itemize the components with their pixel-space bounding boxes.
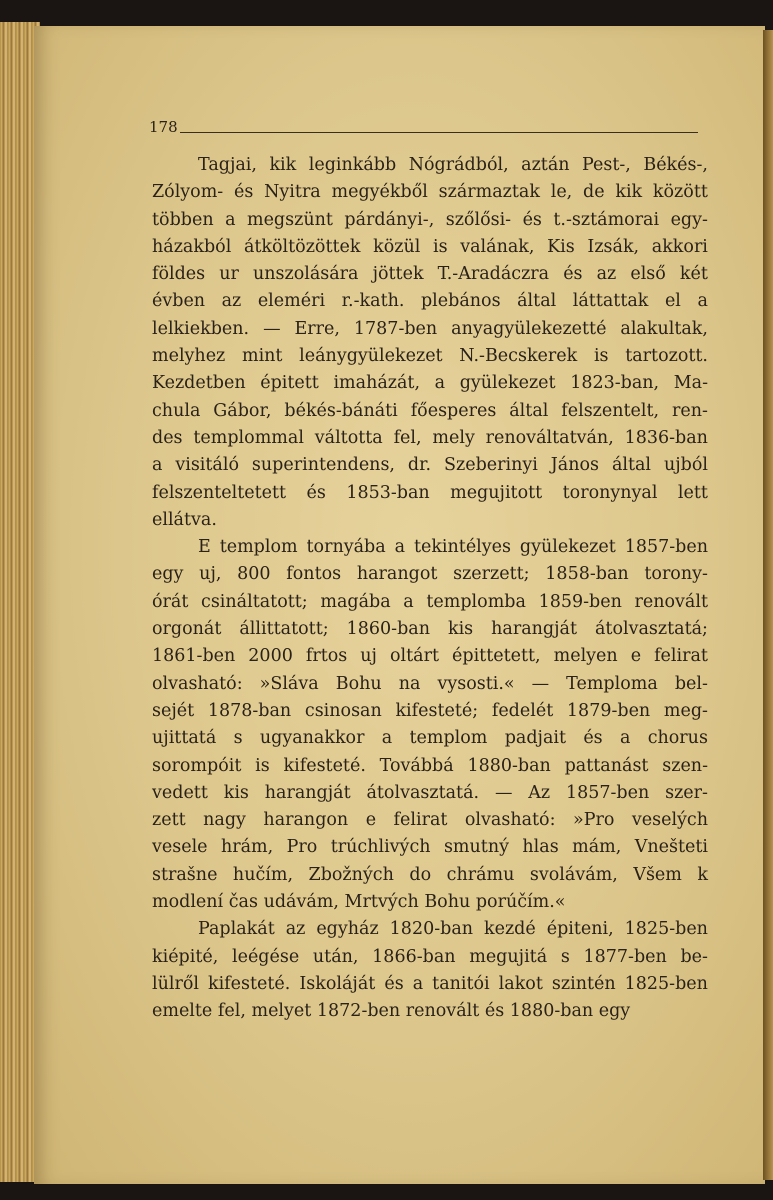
- text-line: [152, 916, 708, 943]
- word: akkori: [651, 236, 708, 257]
- word: Vnešteti: [634, 837, 708, 858]
- word: 1853-ban: [346, 482, 430, 503]
- word: mely: [432, 427, 475, 448]
- word: Gábor,: [213, 400, 272, 421]
- word: közül: [373, 236, 421, 257]
- word: Bohu: [424, 892, 471, 913]
- word: 1857-ben: [565, 782, 650, 803]
- word: felszentelt,: [561, 400, 660, 421]
- text-line: [152, 480, 708, 507]
- word: kifesteté.: [283, 755, 366, 776]
- word: megujitá: [469, 946, 548, 967]
- word: hlas: [522, 837, 559, 858]
- word: fontos: [286, 564, 342, 585]
- word: olvasható:: [464, 810, 556, 831]
- word: János: [550, 455, 600, 476]
- word: padjait: [504, 728, 567, 749]
- word: modlení: [152, 892, 224, 913]
- word: és: [484, 1001, 505, 1022]
- word: Békés-,: [643, 155, 708, 175]
- word: anyagyülekezetté: [451, 318, 607, 339]
- word: t.-sztámorai: [553, 209, 660, 230]
- text-line: [152, 834, 708, 861]
- word: hučím,: [232, 864, 294, 885]
- word: mám,: [572, 837, 622, 858]
- word: csináltatott;: [201, 591, 308, 612]
- word: e: [365, 810, 377, 831]
- word: kik: [269, 155, 297, 175]
- word: plebános: [420, 291, 501, 312]
- text-line: [152, 698, 708, 725]
- word: 800: [237, 564, 271, 585]
- word: fel,: [217, 1001, 246, 1022]
- text-line: [152, 944, 708, 971]
- word: »Sláva: [259, 673, 319, 694]
- word: csinosan: [304, 700, 382, 721]
- word: is: [433, 236, 448, 257]
- word: Pest-,: [582, 155, 631, 175]
- word: épiteni,: [546, 919, 614, 940]
- word: 1880-ban: [509, 1001, 594, 1022]
- word: az: [285, 919, 306, 940]
- header-rule: [180, 132, 698, 133]
- word: és: [234, 182, 254, 203]
- word: 1879-ben: [566, 700, 651, 721]
- word: párdányi-,: [344, 209, 435, 230]
- word: felirat: [393, 810, 448, 831]
- word: el: [664, 291, 681, 312]
- word: dr.: [407, 455, 432, 476]
- word: renovált: [634, 591, 708, 612]
- word: melyen: [553, 646, 618, 667]
- word: Szeberinyi: [444, 455, 538, 476]
- word: do: [409, 864, 432, 885]
- word: hrám,: [220, 837, 274, 858]
- word: Všem: [633, 864, 682, 885]
- word: nagy: [203, 810, 246, 831]
- word: templommal: [193, 427, 304, 448]
- word: Bohu: [335, 673, 382, 694]
- word: renováltatván,: [485, 427, 614, 448]
- word: az: [596, 264, 617, 285]
- word: épittetett,: [452, 646, 541, 667]
- word: Pro: [286, 837, 318, 858]
- word: szerzett;: [453, 564, 530, 585]
- word: felirat: [654, 646, 708, 667]
- word: láttattak: [572, 291, 649, 312]
- word: sorompóit: [152, 755, 242, 776]
- word: chorus: [647, 728, 708, 749]
- word: oltárt: [390, 646, 439, 667]
- word: aztán: [521, 155, 570, 175]
- word: után,: [312, 946, 359, 967]
- word: olvasható:: [152, 673, 243, 694]
- word: megyékből: [331, 182, 428, 203]
- word: alakultak,: [620, 318, 708, 339]
- word: 1877-ben: [583, 946, 667, 967]
- word: N.-Becskerek: [459, 346, 578, 367]
- word: szen-: [662, 755, 708, 776]
- text-line: [152, 261, 708, 288]
- word: többen: [152, 209, 214, 230]
- text-line: [152, 152, 708, 179]
- word: fel,: [393, 427, 422, 448]
- body-text: [152, 152, 708, 1026]
- word: is: [255, 755, 270, 776]
- text-line: [152, 207, 708, 234]
- word: harangon: [263, 810, 349, 831]
- word: kifesteté;: [395, 700, 479, 721]
- word: átolvasztatá;: [595, 619, 708, 640]
- text-line: [152, 589, 708, 616]
- word: 1823-ban,: [570, 373, 660, 394]
- word: Zbožných: [308, 864, 394, 885]
- word: T.-Aradáczra: [437, 264, 550, 285]
- word: visitáló: [175, 455, 240, 476]
- word: leginkább: [308, 155, 397, 175]
- word: 2000: [248, 646, 293, 667]
- word: chula: [152, 400, 201, 421]
- word: a: [152, 455, 163, 476]
- text-line: [152, 616, 708, 643]
- word: emelte: [152, 1001, 213, 1022]
- word: 1878-ban: [207, 700, 292, 721]
- word: jöttek: [372, 264, 424, 285]
- text-line: [152, 971, 708, 998]
- word: épitett: [260, 373, 319, 394]
- word: 1836-ban: [624, 427, 708, 448]
- word: čas: [228, 892, 258, 913]
- word: 1859-ben: [538, 591, 622, 612]
- text-line: [152, 998, 708, 1025]
- text-line: [152, 889, 708, 916]
- word: e: [630, 646, 642, 667]
- word: Zólyom-: [152, 182, 224, 203]
- word: Ma-: [673, 373, 708, 394]
- word: melyhez: [152, 346, 226, 367]
- word: de: [583, 182, 605, 203]
- word: a: [697, 291, 708, 312]
- word: torony-: [644, 564, 708, 585]
- word: sejét: [152, 700, 195, 721]
- word: toronynyal: [562, 482, 658, 503]
- word: ur: [219, 264, 239, 285]
- word: állittatott;: [239, 619, 329, 640]
- word: r.-kath.: [341, 291, 405, 312]
- word: gyülekezet: [459, 373, 556, 394]
- word: átolvasztatá.: [366, 782, 480, 803]
- text-line: [152, 343, 708, 370]
- word: Paplakát: [198, 919, 275, 940]
- word: lett: [677, 482, 708, 503]
- word: a: [434, 373, 446, 394]
- word: is: [593, 346, 609, 367]
- word: 1872-ben: [316, 1001, 401, 1022]
- word: vesele: [152, 837, 208, 858]
- word: első: [630, 264, 666, 285]
- word: órát: [152, 591, 189, 612]
- word: fedelét: [491, 700, 554, 721]
- text-line: [152, 534, 708, 561]
- word: szintén: [551, 973, 616, 994]
- word: 1787-ben: [353, 318, 438, 339]
- word: Erre,: [294, 318, 340, 339]
- word: Kezdetben: [152, 373, 246, 394]
- word: svolávám,: [529, 864, 618, 885]
- word: által: [517, 291, 557, 312]
- word: Izsák,: [587, 236, 640, 257]
- word: a: [412, 973, 424, 994]
- word: eleméri: [257, 291, 326, 312]
- text-line: [152, 452, 708, 479]
- word: bel-: [674, 673, 708, 694]
- word: házakból: [152, 236, 232, 257]
- word: chrámu: [446, 864, 515, 885]
- text-line: [152, 780, 708, 807]
- word: 1861-ben: [152, 646, 236, 667]
- word: unszolására: [252, 264, 359, 285]
- text-line: [152, 671, 708, 698]
- word: a: [225, 209, 236, 230]
- word: békés-bánáti: [284, 400, 398, 421]
- word: trúchlivých: [330, 837, 431, 858]
- page-number: 178: [149, 118, 178, 136]
- word: meg-: [663, 700, 708, 721]
- word: szőlősi-: [445, 209, 512, 230]
- word: harangját: [264, 782, 351, 803]
- word: s: [560, 946, 570, 967]
- text-line: [152, 425, 708, 452]
- word: melyet: [251, 1001, 312, 1022]
- text-line: [152, 398, 708, 425]
- word: na: [398, 673, 421, 694]
- word: és: [583, 728, 603, 749]
- word: lakot: [498, 973, 543, 994]
- word: megujitott: [450, 482, 543, 503]
- word: tekintélyes: [413, 537, 512, 558]
- text-line: [152, 507, 708, 534]
- word: egy: [598, 1001, 631, 1022]
- word: smutný: [443, 837, 509, 858]
- word: uj: [360, 646, 377, 667]
- word: földes: [152, 264, 206, 285]
- word: k: [697, 864, 708, 885]
- word: templomba: [426, 591, 526, 612]
- word: 1825-ben: [624, 919, 708, 940]
- word: felszenteltetett: [152, 482, 287, 503]
- word: Kis: [547, 236, 575, 257]
- word: 1880-ban: [467, 755, 551, 776]
- word: lelkiekben.: [152, 318, 250, 339]
- word: váltotta: [314, 427, 383, 448]
- text-line: [152, 234, 708, 261]
- word: ellátva.: [152, 509, 217, 530]
- word: a: [619, 728, 631, 749]
- word: imaházát,: [333, 373, 421, 394]
- word: le,: [550, 182, 573, 203]
- text-line: [152, 862, 708, 889]
- word: és: [563, 264, 583, 285]
- word: uj,: [199, 564, 222, 585]
- word: »Pro: [572, 810, 615, 831]
- word: harangot: [356, 564, 438, 585]
- word: harangját: [491, 619, 578, 640]
- word: s: [233, 728, 243, 749]
- word: ugyanakkor: [259, 728, 365, 749]
- word: strašne: [152, 864, 218, 885]
- word: udávám,: [263, 892, 339, 913]
- word: be-: [680, 946, 708, 967]
- page-edge-right: [763, 30, 773, 1180]
- word: gyülekezet: [519, 537, 616, 558]
- text-line: [152, 753, 708, 780]
- word: Továbbá: [379, 755, 454, 776]
- word: kis: [447, 619, 474, 640]
- word: évben: [152, 291, 206, 312]
- word: egyház: [316, 919, 379, 940]
- word: kezdé: [484, 919, 536, 940]
- word: által: [611, 455, 652, 476]
- word: ujittatá: [152, 728, 217, 749]
- word: Az: [528, 782, 551, 803]
- word: egy: [152, 564, 184, 585]
- word: tornyába: [306, 537, 386, 558]
- word: kis: [223, 782, 249, 803]
- word: frtos: [305, 646, 348, 667]
- word: kifesteté.: [207, 973, 291, 994]
- word: kiépité,: [152, 946, 219, 967]
- word: —: [263, 318, 281, 339]
- word: —: [531, 673, 550, 694]
- word: ujból: [663, 455, 708, 476]
- word: 1825-ben: [624, 973, 708, 994]
- word: megszünt: [246, 209, 333, 230]
- word: E: [198, 537, 211, 558]
- word: ren-: [672, 400, 708, 421]
- word: leánygyülekezet: [299, 346, 443, 367]
- word: renovált: [405, 1001, 480, 1022]
- word: a: [403, 591, 414, 612]
- word: szer-: [665, 782, 708, 803]
- word: 1860-ban: [346, 619, 430, 640]
- word: pattanást: [564, 755, 649, 776]
- word: származtak: [438, 182, 540, 203]
- text-line: [152, 288, 708, 315]
- word: kik: [615, 182, 643, 203]
- word: két: [679, 264, 708, 285]
- word: 1857-ben: [624, 537, 708, 558]
- word: 1858-ban: [545, 564, 629, 585]
- word: des: [152, 427, 183, 448]
- word: a: [394, 537, 406, 558]
- word: magába: [320, 591, 391, 612]
- word: vedett: [152, 782, 208, 803]
- text-line: [152, 725, 708, 752]
- word: mint: [241, 346, 283, 367]
- word: Iskoláját: [299, 973, 376, 994]
- word: templom: [219, 537, 298, 558]
- text-line: [152, 561, 708, 588]
- word: az: [221, 291, 242, 312]
- word: Temploma: [566, 673, 658, 694]
- word: és: [384, 973, 404, 994]
- word: Nógrádból,: [408, 155, 509, 175]
- word: tanitói: [432, 973, 490, 994]
- text-line: [152, 370, 708, 397]
- word: porúčím.«: [475, 892, 566, 913]
- word: Nyitra: [264, 182, 321, 203]
- word: és: [306, 482, 326, 503]
- word: veselých: [631, 810, 708, 831]
- word: orgonát: [152, 619, 222, 640]
- word: 1820-ban: [389, 919, 474, 940]
- word: Mrtvých: [344, 892, 419, 913]
- word: tartozott.: [625, 346, 708, 367]
- word: által: [509, 400, 549, 421]
- text-line: [152, 316, 708, 343]
- word: valának,: [460, 236, 535, 257]
- word: a: [381, 728, 393, 749]
- text-line: [152, 807, 708, 834]
- word: és: [522, 209, 542, 230]
- word: zett: [152, 810, 186, 831]
- word: vysosti.«: [437, 673, 515, 694]
- word: templom: [409, 728, 488, 749]
- word: között: [652, 182, 708, 203]
- word: lülről: [152, 973, 199, 994]
- text-line: [152, 643, 708, 670]
- word: leégése: [232, 946, 300, 967]
- word: Tagjai,: [198, 155, 257, 175]
- word: egy-: [670, 209, 708, 230]
- word: 1866-ban: [372, 946, 456, 967]
- word: átköltözöttek: [243, 236, 361, 257]
- word: —: [494, 782, 513, 803]
- word: superintendens,: [251, 455, 395, 476]
- text-line: [152, 179, 708, 206]
- word: főesperes: [410, 400, 497, 421]
